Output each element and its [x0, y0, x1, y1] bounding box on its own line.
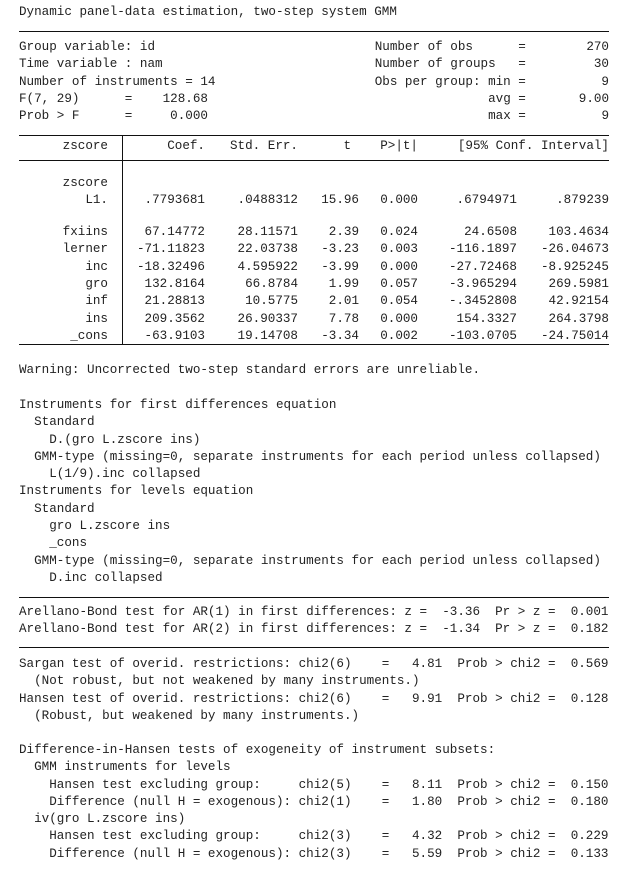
divider — [19, 647, 609, 648]
instruments-list — [19, 397, 601, 587]
row-label: inf — [85, 294, 108, 309]
ci-upper: 42.92154 — [548, 294, 609, 309]
p-value: 0.002 — [380, 328, 418, 343]
coef: -63.9103 — [144, 328, 205, 343]
output-line: Hansen test excluding group: chi2(3) = 4.32 Prob > chi2 = 0.229 — [19, 829, 609, 844]
ci-lower: 24.6508 — [464, 225, 517, 239]
summary-right: max = 9 — [488, 109, 609, 124]
output-line: Sargan test of overid. restrictions: chi2(6) = 4.81 Prob > chi2 = 0.569 — [19, 657, 609, 671]
coef: 209.3562 — [144, 311, 205, 326]
output-line: iv(gro L.zscore ins) — [19, 812, 186, 827]
output-line: L(1/9).inc collapsed — [19, 467, 201, 482]
summary-row — [0, 56, 636, 73]
coef: -18.32496 — [136, 259, 205, 274]
std-err: 26.90337 — [237, 311, 298, 326]
divider — [19, 597, 609, 598]
header-coef: Coef. — [167, 139, 205, 153]
t-stat: 2.01 — [328, 294, 359, 309]
p-value: 0.000 — [380, 193, 418, 207]
output-line: Instruments for first differences equation — [19, 398, 337, 412]
summary-row — [0, 108, 636, 125]
ci-lower: -.3452808 — [448, 294, 517, 309]
coef: 67.14772 — [144, 225, 205, 239]
output-line: Instruments for levels equation — [19, 484, 254, 499]
output-line: Difference-in-Hansen tests of exogeneity of instrument subsets: — [19, 743, 496, 757]
ci-upper: 269.5981 — [548, 276, 609, 291]
output-line: GMM-type (missing=0, separate instruments for each period unless collapsed) — [19, 553, 601, 568]
summary-left: Group variable: id — [19, 40, 156, 54]
header-t: t — [343, 139, 351, 153]
std-err: 4.595922 — [237, 259, 298, 274]
summary-row — [0, 39, 636, 56]
summary-left: Number of instruments = 14 — [19, 74, 216, 89]
t-stat: -3.23 — [321, 242, 359, 257]
std-err: 28.11571 — [237, 225, 298, 239]
table-header-rule — [19, 160, 609, 161]
table-row — [0, 293, 636, 310]
t-stat: 1.99 — [328, 276, 359, 291]
table-row — [0, 276, 636, 293]
summary-right: Number of obs = 270 — [374, 40, 609, 54]
t-stat: 7.78 — [328, 311, 359, 326]
header-depvar: zscore — [62, 139, 108, 153]
ci-upper: 264.3798 — [548, 311, 609, 326]
t-stat: 15.96 — [321, 193, 359, 207]
output-title: Dynamic panel-data estimation, two-step system GMM — [19, 5, 397, 19]
output-line: GMM instruments for levels — [19, 760, 231, 775]
table-header-row — [0, 138, 636, 155]
output-line: Standard — [19, 501, 95, 516]
t-stat: -3.34 — [321, 328, 359, 343]
overid-tests — [19, 656, 608, 725]
table-top-rule — [19, 135, 609, 136]
table-bottom-rule — [19, 344, 609, 345]
row-label: lerner — [62, 242, 108, 257]
table-group-row — [0, 175, 636, 192]
ci-lower: .6794971 — [456, 193, 517, 207]
ci-lower: -116.1897 — [448, 242, 517, 257]
warning-text: Warning: Uncorrected two-step standard errors are unreliable. — [19, 363, 481, 377]
ci-lower: -103.0705 — [448, 328, 517, 343]
output-line: Arellano-Bond test for AR(1) in first differences: z = -3.36 Pr > z = 0.001 — [19, 605, 609, 619]
table-row — [0, 192, 636, 209]
output-line: Difference (null H = exogenous): chi2(3) = 5.59 Prob > chi2 = 0.133 — [19, 846, 609, 861]
summary-right: Number of groups = 30 — [374, 57, 609, 72]
std-err: 22.03738 — [237, 242, 298, 257]
p-value: 0.003 — [380, 242, 418, 257]
row-label: ins — [85, 311, 108, 326]
summary-left: F(7, 29) = 128.68 — [19, 91, 208, 106]
divider — [19, 31, 609, 32]
output-line: Arellano-Bond test for AR(2) in first differences: z = -1.34 Pr > z = 0.182 — [19, 622, 609, 637]
ci-lower: -3.965294 — [448, 276, 517, 291]
output-line: _cons — [19, 536, 88, 551]
t-stat: -3.99 — [321, 259, 359, 274]
output-line: Difference (null H = exogenous): chi2(1) = 1.80 Prob > chi2 = 0.180 — [19, 794, 609, 809]
ci-upper: -24.75014 — [540, 328, 609, 343]
table-row — [0, 241, 636, 258]
table-row — [0, 328, 636, 345]
output-line: Hansen test excluding group: chi2(5) = 8.11 Prob > chi2 = 0.150 — [19, 777, 609, 792]
coef: .7793681 — [144, 193, 205, 207]
summary-row — [0, 74, 636, 91]
ar-tests — [19, 604, 608, 639]
header-pvalue: P>|t| — [380, 139, 418, 153]
group-label: zscore — [62, 176, 108, 190]
output-line: gro L.zscore ins — [19, 519, 171, 534]
coef: -71.11823 — [136, 242, 205, 257]
summary-right: Obs per group: min = 9 — [374, 74, 609, 89]
std-err: 19.14708 — [237, 328, 298, 343]
summary-right: avg = 9.00 — [488, 91, 609, 106]
coef: 21.28813 — [144, 294, 205, 309]
output-line: GMM-type (missing=0, separate instruments for each period unless collapsed) — [19, 449, 601, 464]
output-line: Standard — [19, 415, 95, 430]
std-err: .0488312 — [237, 193, 298, 207]
row-label: _cons — [70, 328, 108, 343]
row-label: gro — [85, 276, 108, 291]
difference-in-hansen-tests — [19, 742, 608, 863]
p-value: 0.057 — [380, 276, 418, 291]
p-value: 0.024 — [380, 225, 418, 239]
table-row — [0, 224, 636, 241]
ci-lower: -27.72468 — [448, 259, 517, 274]
std-err: 10.5775 — [245, 294, 298, 309]
output-line: (Robust, but weakened by many instruments.) — [19, 708, 360, 723]
p-value: 0.000 — [380, 259, 418, 274]
p-value: 0.000 — [380, 311, 418, 326]
std-err: 66.8784 — [245, 276, 298, 291]
summary-left: Prob > F = 0.000 — [19, 109, 208, 124]
ci-upper: -8.925245 — [540, 259, 609, 274]
ci-lower: 154.3327 — [456, 311, 517, 326]
ci-upper: 103.4634 — [548, 225, 609, 239]
header-stderr: Std. Err. — [229, 139, 298, 153]
t-stat: 2.39 — [328, 225, 359, 239]
row-label: L1. — [85, 193, 108, 207]
ci-upper: -26.04673 — [540, 242, 609, 257]
summary-left: Time variable : nam — [19, 57, 163, 72]
coef: 132.8164 — [144, 276, 205, 291]
output-line: (Not robust, but not weakened by many instruments.) — [19, 674, 420, 689]
table-row — [0, 259, 636, 276]
p-value: 0.054 — [380, 294, 418, 309]
ci-upper: .879239 — [556, 193, 609, 207]
summary-row — [0, 91, 636, 108]
header-conf-interval: [95% Conf. Interval] — [457, 139, 609, 153]
row-label: inc — [85, 259, 108, 274]
output-line: Hansen test of overid. restrictions: chi2(6) = 9.91 Prob > chi2 = 0.128 — [19, 691, 609, 706]
output-line: D.(gro L.zscore ins) — [19, 432, 201, 447]
table-row — [0, 311, 636, 328]
row-label: fxiins — [62, 225, 108, 239]
output-line: D.inc collapsed — [19, 570, 163, 585]
